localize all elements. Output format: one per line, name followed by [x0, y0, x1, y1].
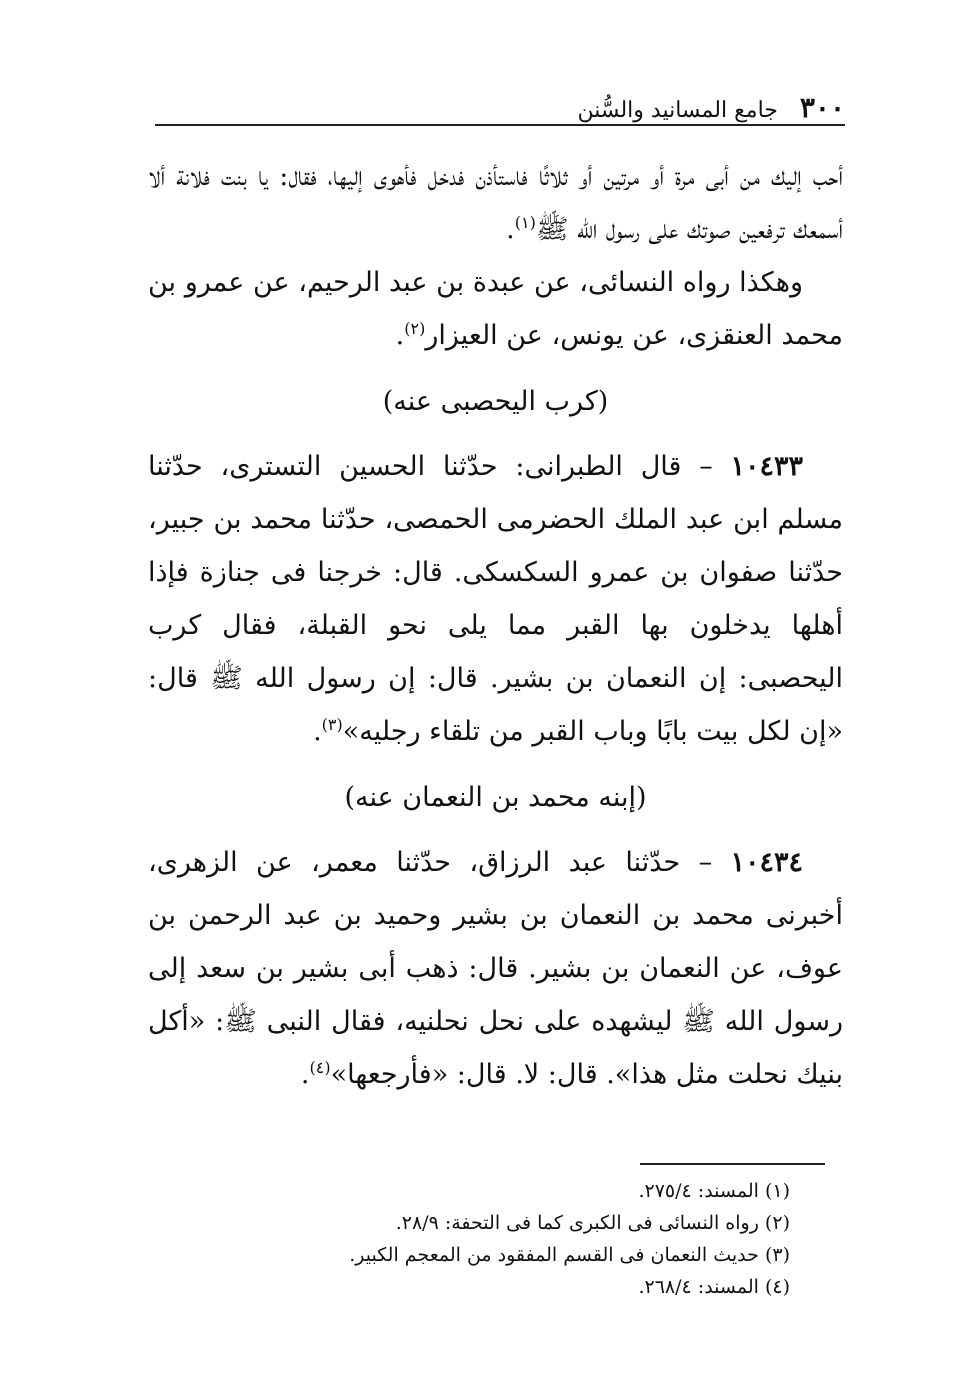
body-text: [148, 150, 843, 1101]
hadith-text: – قال الطبرانى: حدّثنا الحسين التسترى، حدّثنا مسلم ابن عبد الملك الحضرمى الحمصى، حدّثنا محمد بن جبير، حدّثنا صفوان بن عمرو السكسكى. قال: خرجنا فى جنازة فإذا أهلها يدخلون بها القبر مما يلى نحو القبلة، فقال كرب اليحصبى: إن النعمان بن بشير. قال: إن رسول الله ﷺ قال: «إن لكل بيت بابًا وباب القبر من تلقاء رجليه»: [148, 451, 843, 747]
footnote-ref-3: (٣): [321, 715, 343, 734]
footnote-3: (٣) حديث النعمان فى القسم المفقود من المعجم الكبير.: [349, 1244, 790, 1266]
section-heading-karb: (كرب اليحصبى عنه): [382, 386, 609, 417]
footnote-1: (١) المسند: ٢٧٥/٤.: [638, 1180, 790, 1202]
book-title: جامع المسانيد والسُّنن: [577, 98, 778, 123]
section-heading-muhammad: (إبنه محمد بن النعمان عنه): [344, 782, 647, 813]
footnote-ref-2: (٢): [404, 319, 426, 338]
hadith-entry-10434: ١٠٤٣٤ – حدّثنا عبد الرزاق، حدّثنا معمر، عن الزهرى، أخبرنى محمد بن النعمان بن بشير وحميد بن عبد الرحمن بن عوف، عن النعمان بن بشير. قال: ذهب أبى بشير بن سعد إلى رسول الله ﷺ ليشهده على نحل نحلنيه، فقال النبى ﷺ: «أكل بنيك نحلت مثل هذا». قال: لا. قال: «فأرجعها»$^{(٤)}$.: [148, 847, 843, 1090]
footnote-ref-4: (٤): [309, 1058, 331, 1077]
footnote-4: (٤) المسند: ٢٦٨/٤.: [638, 1276, 790, 1298]
paragraph-text: وهكذا رواه النسائى، عن عبدة بن عبد الرحيم، عن عمرو بن محمد العنقزى، عن يونس، عن العيزار: [148, 267, 843, 351]
hadith-number: ١٠٤٣٣: [730, 451, 803, 482]
page-number: ٣٠٠: [799, 91, 845, 124]
header-rule: [155, 124, 845, 126]
hadith-text: – حدّثنا عبد الرزاق، حدّثنا معمر، عن الزهرى، أخبرنى محمد بن النعمان بن بشير وحميد بن عبد الرحمن بن عوف، عن النعمان بن بشير. قال: ذهب أبى بشير بن سعد إلى رسول الله ﷺ ليشهده على نحل نحلنيه، فقال النبى ﷺ: «أكل بنيك نحلت مثل هذا». قال: لا. قال: «فأرجعها»: [148, 847, 843, 1090]
paragraph-text: أحب إليك من أبى مرة أو مرتين أو ثلاثًا فاستأذن فدخل فأهوى إليها، فقال: يا بنت فلانة ألا أسمعك ترفعين صوتك على رسول الله ﷺ: [148, 161, 843, 245]
footnote-ref-1: (١): [514, 213, 536, 232]
hadith-entry-10433: ١٠٤٣٣ – قال الطبرانى: حدّثنا الحسين التسترى، حدّثنا مسلم ابن عبد الملك الحضرمى الحمصى، حدّثنا محمد بن جبير، حدّثنا صفوان بن عمرو السكسكى. قال: خرجنا فى جنازة فإذا أهلها يدخلون بها القبر مما يلى نحو القبلة، فقال كرب اليحصبى: إن النعمان بن بشير. قال: إن رسول الله ﷺ قال: «إن لكل بيت بابًا وباب القبر من تلقاء رجليه»$^{(٣)}$.: [148, 451, 843, 747]
paragraph-nasai: وهكذا رواه النسائى، عن عبدة بن عبد الرحيم، عن عمرو بن محمد العنقزى، عن يونس، عن العيزار$^{(٢)}$.: [148, 267, 843, 351]
footnote-2: (٢) رواه النسائى فى الكبرى كما فى التحفة: ٢٨/٩.: [395, 1212, 790, 1234]
hadith-number: ١٠٤٣٤: [730, 847, 803, 878]
footnote-rule: [640, 1163, 825, 1165]
running-header: [155, 78, 845, 122]
footnotes-list: [300, 1175, 790, 1303]
paragraph-continuation: أحب إليك من أبى مرة أو مرتين أو ثلاثًا فاستأذن فدخل فأهوى إليها، فقال: يا بنت فلانة ألا أسمعك ترفعين صوتك على رسول الله ﷺ$^{(١)}$.: [148, 161, 843, 245]
